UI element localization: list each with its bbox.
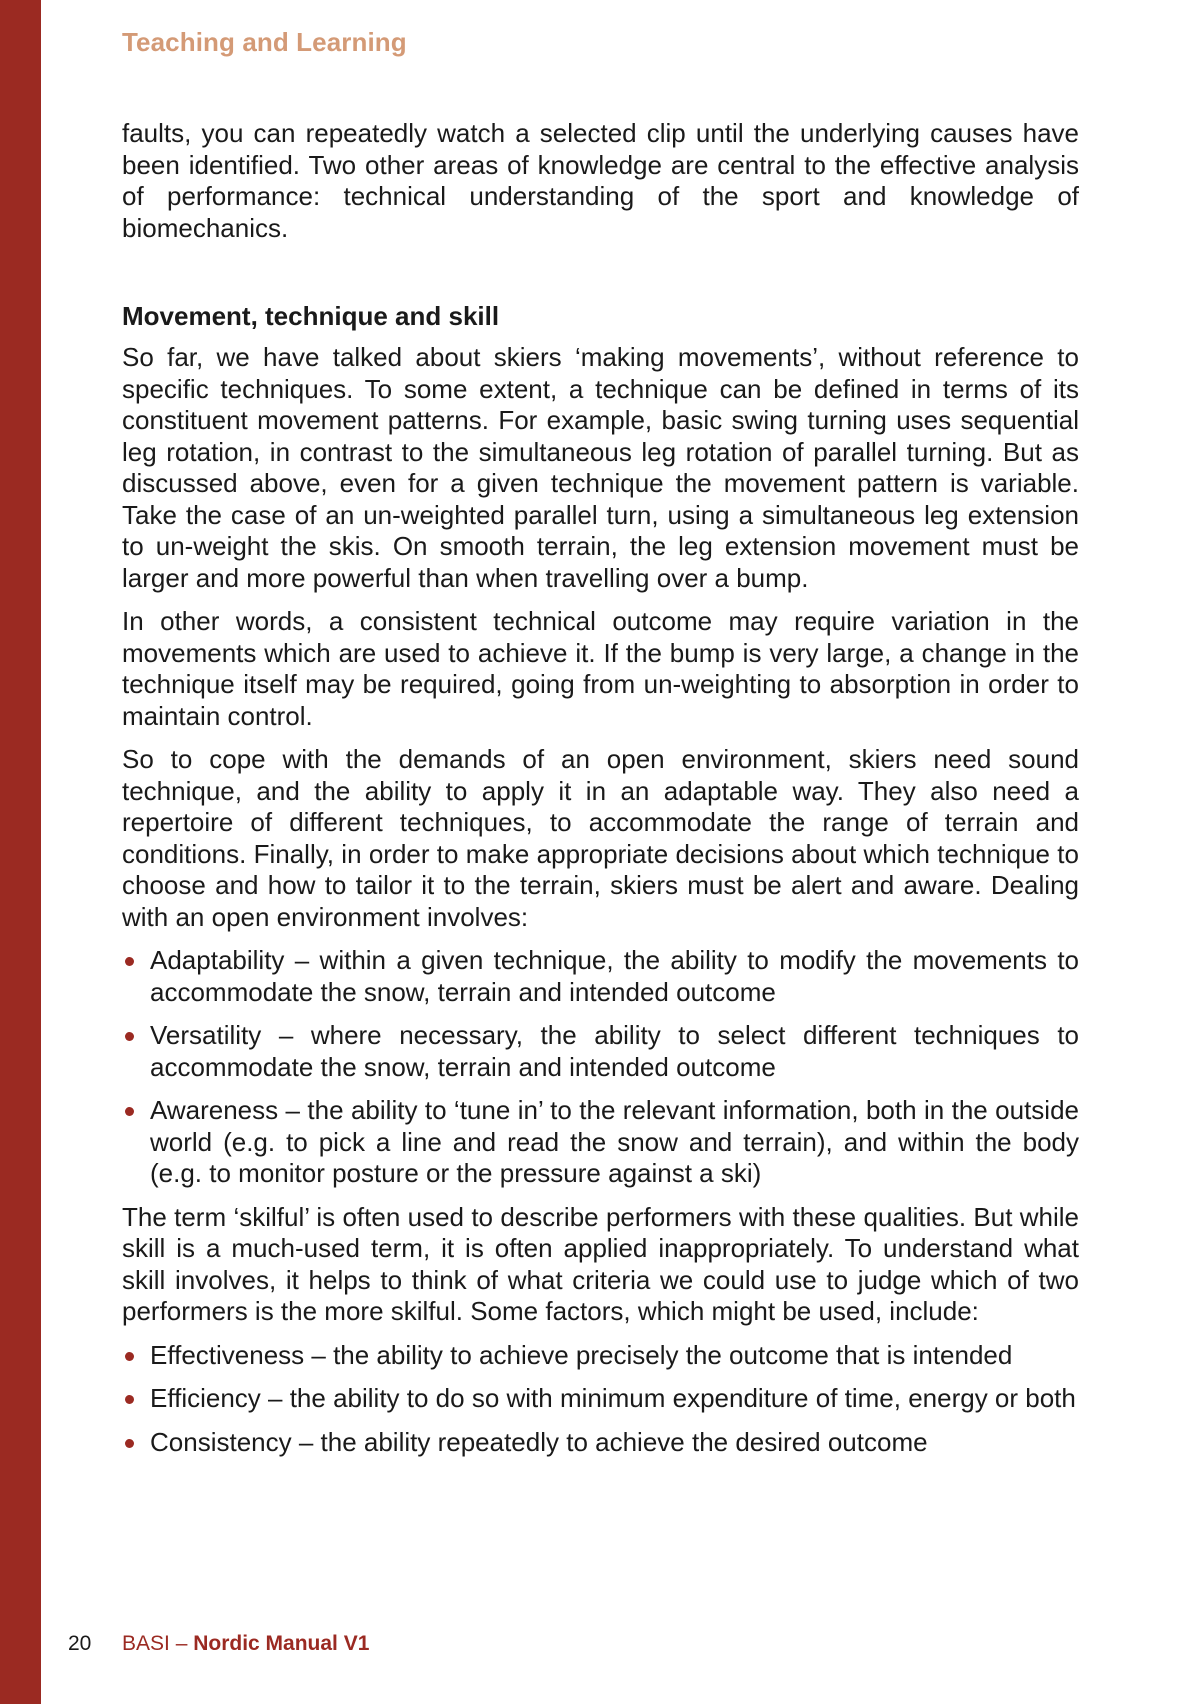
bullet-list-skill-factors [122,1340,1079,1459]
paragraph: So to cope with the demands of an open environment, skiers need sound technique, and the ability to apply it in an adaptable way. They also need a repertoire of different techniques, to accommodate the range of terrain and conditions. Finally, in order to make appropriate decisions about which technique to choose and how to tailor it to the terrain, skiers must be alert and aware. Dealing with an open environment involves: [122,744,1079,932]
list-item [122,1427,1079,1459]
list-item-text: Efficiency – the ability to do so with minimum expenditure of time, energy or both [150,1383,1076,1413]
paragraph: In other words, a consistent technical outcome may require variation in the movements which are used to achieve it. If the bump is very large, a change in the technique itself may be required, going from un-weighting to absorption in order to maintain control. [122,606,1079,731]
footer-manual-title: Nordic Manual V1 [193,1632,370,1655]
running-head: Teaching and Learning [122,27,407,57]
paragraph: The term ‘skilful’ is often used to describe performers with these qualities. But while skill is a much-used term, it is often applied inappropriately. To understand what skill involves, it helps to think of what criteria we could use to judge which of two performers is the more skilful. Some factors, which might be used, include: [122,1201,1079,1326]
paragraph: So far, we have talked about skiers ‘making movements’, without reference to specific techniques. To some extent, a technique can be defined in terms of its constituent movement patterns. For example, basic swing turning uses sequential leg rotation, in contrast to the simultaneous leg rotation of parallel turning. But as discussed above, even for a given technique the movement pattern is variable. Take the case of an un-weighted parallel turn, using a simultaneous leg extension to un-weight the skis. On smooth terrain, the leg extension movement must be larger and more powerful than when travelling over a bump. [122,342,1079,593]
bullet-icon [125,1395,134,1404]
section-heading: Movement, technique and skill [122,301,500,331]
bullet-icon [125,957,134,966]
list-item [122,1383,1079,1415]
side-color-bar [0,0,41,1704]
list-item [122,1340,1079,1372]
page-footer [68,1631,369,1657]
list-item-text: Adaptability – within a given technique, the ability to modify the movements to accommodate the snow, terrain and intended outcome [150,945,1079,1007]
bullet-icon [125,1439,134,1448]
list-item [122,1095,1079,1190]
bullet-icon [125,1032,134,1041]
list-item-text: Awareness – the ability to ‘tune in’ to the relevant information, both in the outside world (e.g. to pick a line and read the snow and terrain), and within the body (e.g. to monitor posture or the pressure against a ski) [150,1095,1079,1188]
list-item-text: Versatility – where necessary, the ability to select different techniques to accommodate the snow, terrain and intended outcome [150,1020,1079,1082]
bullet-icon [125,1352,134,1361]
bullet-icon [125,1107,134,1116]
page-content [122,118,1079,1470]
list-item-text: Consistency – the ability repeatedly to achieve the desired outcome [150,1426,928,1457]
bullet-list-environment [122,945,1079,1190]
list-item-text: Effectiveness – the ability to achieve precisely the outcome that is intended [150,1339,1013,1370]
list-item [122,945,1079,1008]
page-number: 20 [68,1632,92,1655]
list-item [122,1020,1079,1083]
intro-paragraph: faults, you can repeatedly watch a selected clip until the underlying causes have been identified. Two other areas of knowledge are central to the effective analysis of performance: technical understanding of the sport and knowledge of biomechanics. [122,118,1079,243]
footer-brand: BASI – [122,1632,194,1655]
